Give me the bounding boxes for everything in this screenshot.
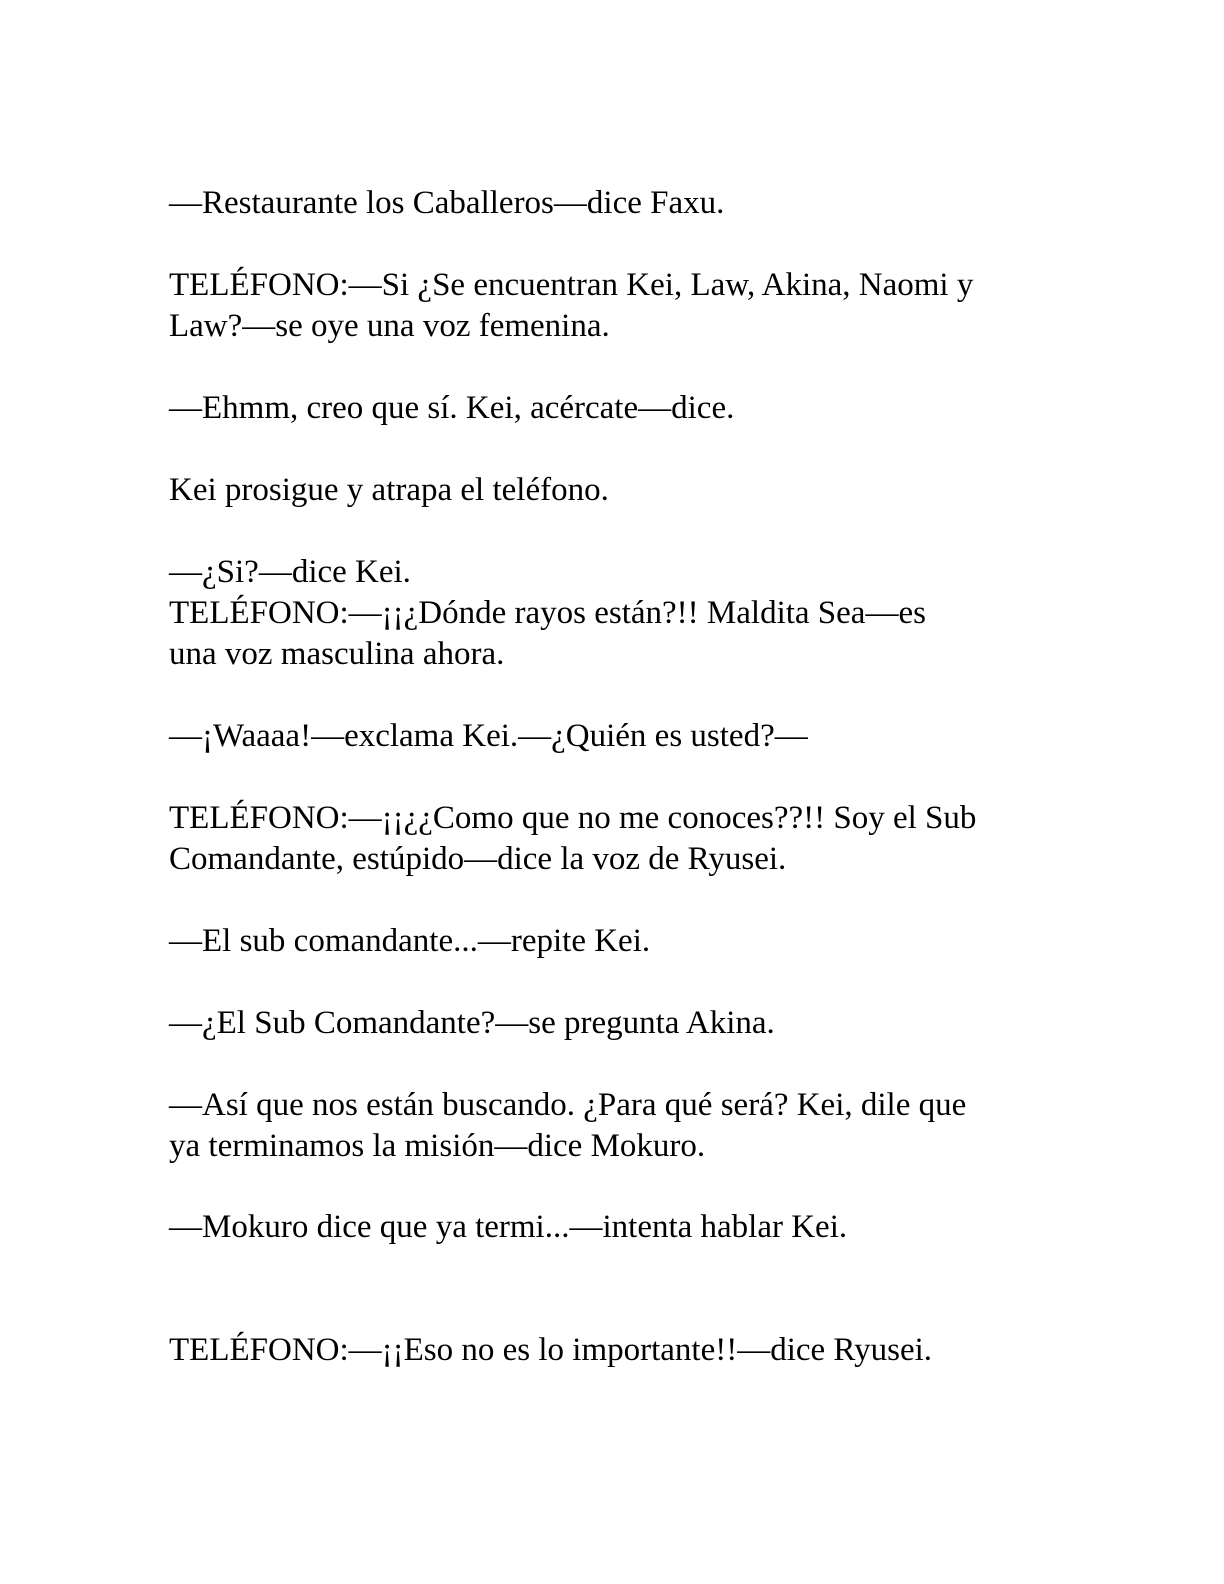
text-line: —Ehmm, creo que sí. Kei, acércate—dice. [169, 390, 735, 426]
text-line: ya terminamos la misión—dice Mokuro. [169, 1128, 706, 1164]
text-line: —¡Waaaa!—exclama Kei.—¿Quién es usted?— [169, 718, 808, 754]
text-line: —¿El Sub Comandante?—se pregunta Akina. [169, 1005, 775, 1041]
text-line: —El sub comandante...—repite Kei. [169, 923, 651, 959]
text-line: TELÉFONO:—¡¡¿¿Como que no me conoces??!! Soy el Sub [169, 800, 977, 836]
text-line: —Mokuro dice que ya termi...—intenta hablar Kei. [169, 1209, 848, 1245]
text-line: TELÉFONO:—¡¡Eso no es lo importante!!—dice Ryusei. [169, 1332, 933, 1368]
text-line: Comandante, estúpido—dice la voz de Ryusei. [169, 841, 787, 877]
text-line: —Así que nos están buscando. ¿Para qué será? Kei, dile que [169, 1087, 967, 1123]
text-line: —¿Si?—dice Kei. [169, 554, 411, 590]
text-line: Kei prosigue y atrapa el teléfono. [169, 472, 609, 508]
text-line: TELÉFONO:—Si ¿Se encuentran Kei, Law, Akina, Naomi y [169, 267, 974, 303]
text-line: una voz masculina ahora. [169, 636, 505, 672]
text-line: —Restaurante los Caballeros—dice Faxu. [169, 185, 725, 221]
text-line: Law?—se oye una voz femenina. [169, 308, 610, 344]
text-line: TELÉFONO:—¡¡¿Dónde rayos están?!! Maldita Sea—es [169, 595, 926, 631]
